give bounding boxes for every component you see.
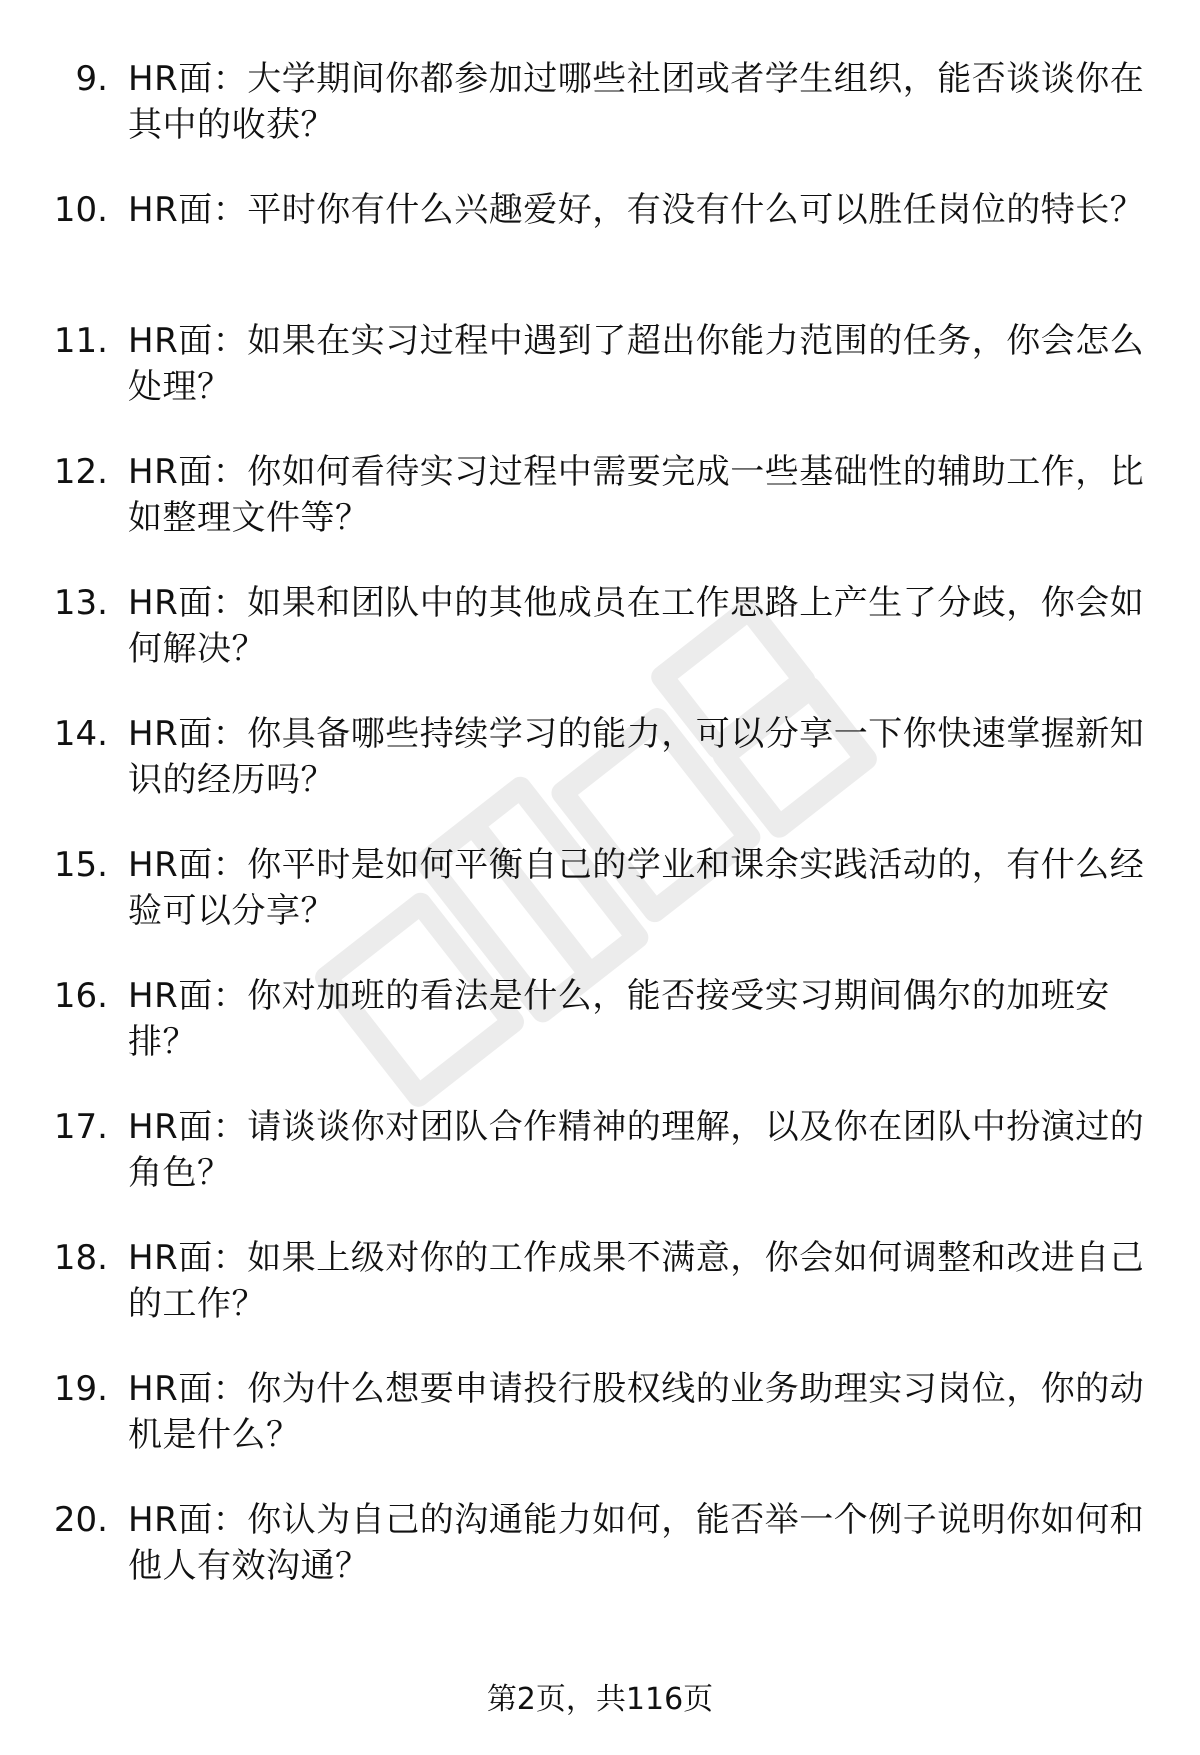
question-item <box>0 1104 1200 1235</box>
question-list <box>0 56 1200 1628</box>
question-item <box>0 187 1200 318</box>
question-item <box>0 711 1200 842</box>
question-text: HR面：你认为自己的沟通能力如何，能否举一个例子说明你如何和他人有效沟通？ <box>128 1500 1145 1586</box>
question-item <box>0 1366 1200 1497</box>
question-item <box>0 1235 1200 1366</box>
question-text: HR面：你平时是如何平衡自己的学业和课余实践活动的，有什么经验可以分享？ <box>128 845 1145 931</box>
question-text: HR面：你为什么想要申请投行股权线的业务助理实习岗位，你的动机是什么？ <box>128 1369 1145 1455</box>
question-number: 17. <box>53 1107 108 1147</box>
question-number: 14. <box>53 714 108 754</box>
question-item <box>0 580 1200 711</box>
question-number: 9. <box>75 59 108 99</box>
question-text: HR面：你具备哪些持续学习的能力，可以分享一下你快速掌握新知识的经历吗？ <box>128 714 1145 800</box>
question-item <box>0 318 1200 449</box>
question-number: 15. <box>53 845 108 885</box>
question-number: 20. <box>53 1500 108 1540</box>
question-text: HR面：如果在实习过程中遇到了超出你能力范围的任务，你会怎么处理？ <box>128 321 1145 407</box>
question-number: 11. <box>53 321 108 361</box>
question-item <box>0 973 1200 1104</box>
question-number: 19. <box>53 1369 108 1409</box>
question-number: 13. <box>53 583 108 623</box>
question-number: 16. <box>53 976 108 1016</box>
question-text: HR面：你对加班的看法是什么，能否接受实习期间偶尔的加班安排？ <box>128 976 1110 1062</box>
question-text: HR面：如果和团队中的其他成员在工作思路上产生了分歧，你会如何解决？ <box>128 583 1145 669</box>
question-item <box>0 449 1200 580</box>
question-number: 12. <box>53 452 108 492</box>
question-text: HR面：如果上级对你的工作成果不满意，你会如何调整和改进自己的工作？ <box>128 1238 1145 1324</box>
question-number: 10. <box>53 190 108 230</box>
question-text: HR面：请谈谈你对团队合作精神的理解，以及你在团队中扮演过的角色？ <box>128 1107 1145 1193</box>
question-item <box>0 842 1200 973</box>
question-text: HR面：你如何看待实习过程中需要完成一些基础性的辅助工作，比如整理文件等？ <box>128 452 1145 538</box>
question-item <box>0 1497 1200 1628</box>
question-number: 18. <box>53 1238 108 1278</box>
question-text: HR面：平时你有什么兴趣爱好，有没有什么可以胜任岗位的特长？ <box>128 190 1145 230</box>
page-footer: 第2页，共116页 <box>486 1682 714 1717</box>
question-text: HR面：大学期间你都参加过哪些社团或者学生组织，能否谈谈你在其中的收获？ <box>128 59 1145 145</box>
question-item <box>0 56 1200 187</box>
